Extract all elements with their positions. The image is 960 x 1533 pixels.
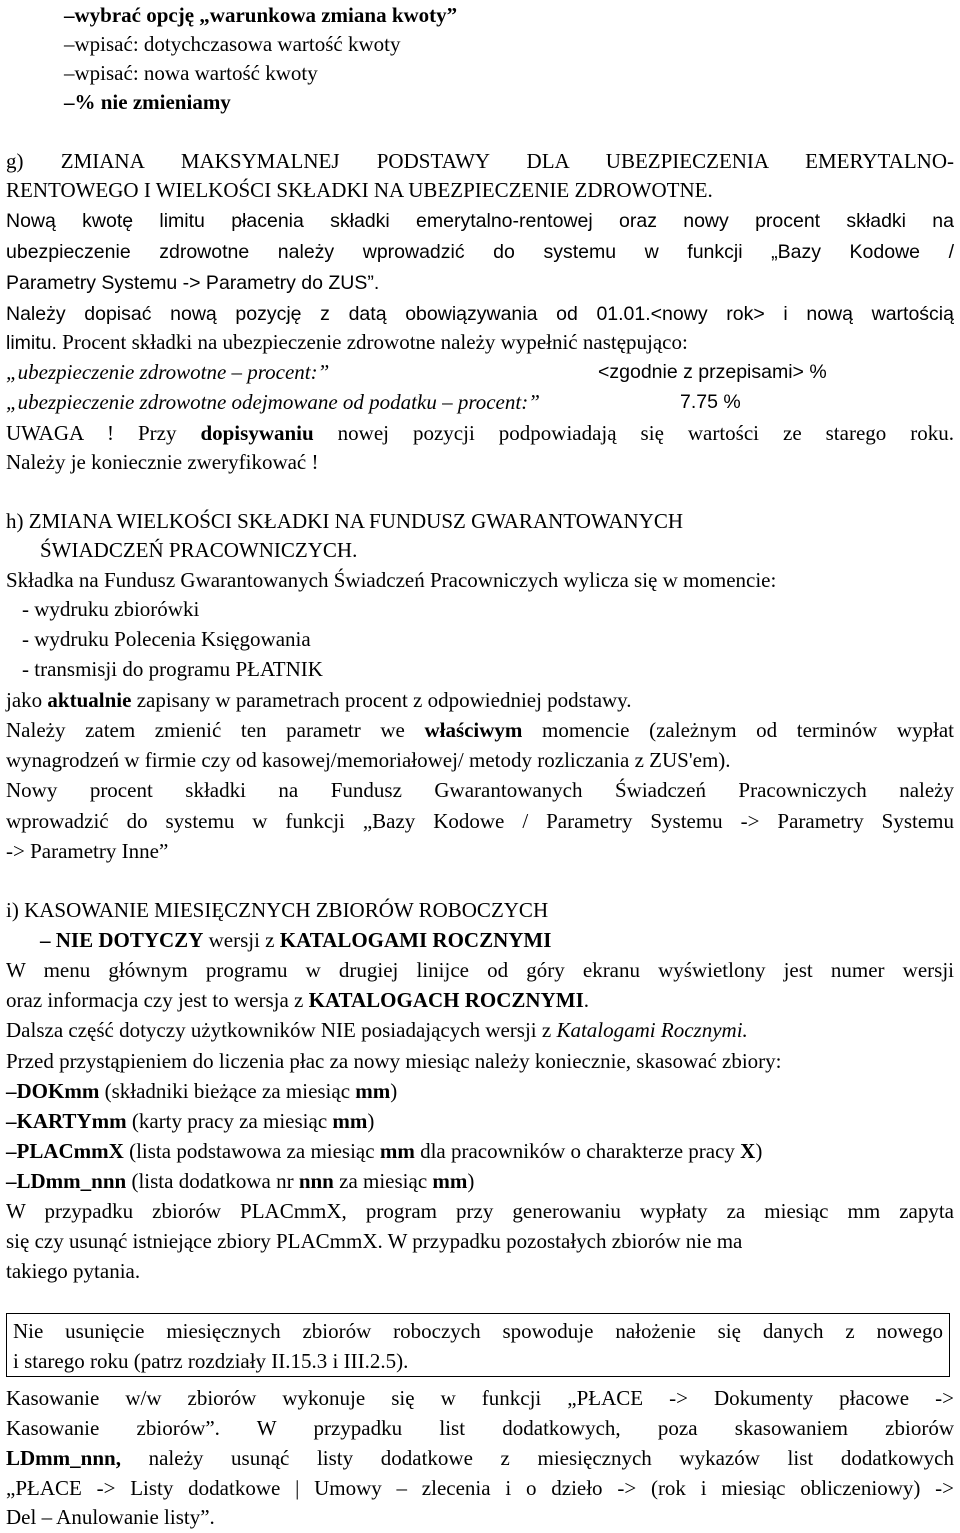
paragraph-line: Przed przystąpieniem do liczenia płac za nowy miesiąc należy koniecznie, skasować zbiory: (6, 1049, 782, 1073)
param-value: 7.75 % (680, 391, 741, 413)
paragraph-line: wprowadzić do systemu w funkcji „Bazy Kodowe / Parametry Systemu -> Parametry Systemu (6, 809, 954, 833)
paragraph-line (6, 1015, 954, 1045)
text-span: Katalogami Rocznymi. (556, 1018, 748, 1042)
text-span: mm (332, 1109, 368, 1133)
text-span: oraz informacja czy jest to wersja z (6, 988, 309, 1012)
paragraph-line: Kasowanie zbiorów”. W przypadku list dodatkowych, poza skasowaniem zbiorów (6, 1416, 954, 1440)
text-span: ) (390, 1079, 398, 1103)
text-span: mm (355, 1079, 391, 1103)
text-span: ) (755, 1139, 763, 1163)
file-name: –KARTYmm (6, 1109, 127, 1133)
list-item (6, 1166, 954, 1196)
text-span: dopisywaniu (200, 421, 314, 445)
file-name: –PLACmmX (6, 1139, 124, 1163)
param-label: „ubezpieczenie zdrowotne – procent:” (6, 360, 330, 384)
text-span: mm (379, 1139, 415, 1163)
paragraph-line: wynagrodzeń w firmie czy od kasowej/memoriałowej/ metody rozliczania z ZUS'em). (6, 748, 731, 772)
paragraph-line: się czy usunąć istniejące zbiory PLACmmX. W przypadku pozostałych zbiorów nie ma (6, 1229, 743, 1253)
text-span: X (740, 1139, 756, 1163)
text-span: . (583, 988, 590, 1012)
paragraph-line (6, 685, 954, 715)
text-span: aktualnie (47, 688, 132, 712)
text-span: Należy zatem zmienić ten parametr we (6, 718, 425, 742)
paragraph-line: Nowy procent składki na Fundusz Gwarantowanych Świadczeń Pracowniczych należy (6, 778, 954, 802)
text-span: mm (432, 1169, 468, 1193)
list-item: –wybrać opcję „warunkowa zmiana kwoty” (64, 3, 458, 27)
paragraph-line: takiego pytania. (6, 1259, 141, 1283)
list-item: –% nie zmieniamy (64, 90, 231, 114)
list-item: –wpisać: nowa wartość kwoty (64, 61, 318, 85)
file-name: –DOKmm (6, 1079, 100, 1103)
text-span: Procent składki na ubezpieczenie zdrowotne należy wypełnić następująco: (56, 330, 688, 354)
paragraph-line: W menu głównym programu w drugiej linijce od góry ekranu wyświetlony jest numer wersji (6, 958, 954, 982)
paragraph-line (6, 715, 954, 745)
text-span: nowej pozycji podpowiadają się wartości ze starego roku. (313, 421, 954, 445)
paragraph-line: -> Parametry Inne” (6, 839, 169, 863)
list-item (6, 1106, 954, 1136)
param-value: <zgodnie z przepisami> % (598, 361, 827, 383)
paragraph-line: Składka na Fundusz Gwarantowanych Świadczeń Pracowniczych wylicza się w momencie: (6, 568, 777, 592)
list-item: - transmisji do programu PŁATNIK (22, 657, 323, 681)
text-span: – NIE DOTYCZY (40, 928, 204, 952)
warning-line (6, 418, 954, 448)
warning-line: Należy je koniecznie zweryfikować ! (6, 450, 319, 474)
paragraph-line: W przypadku zbiorów PLACmmX, program przy generowaniu wypłaty za miesiąc mm zapyta (6, 1199, 954, 1223)
text-span: momencie (zależnym od terminów wypłat (522, 718, 954, 742)
text-span: właściwym (424, 718, 523, 742)
paragraph-line (6, 1443, 954, 1473)
section-i-subheading (40, 925, 954, 955)
paragraph-line: Parametry Systemu -> Parametry do ZUS”. (6, 272, 380, 294)
list-item (6, 1076, 954, 1106)
text-span: UWAGA ! Przy (6, 421, 201, 445)
text-span: jako (6, 688, 48, 712)
section-h-heading-cont: ŚWIADCZEŃ PRACOWNICZYCH. (40, 538, 358, 562)
text-span: ) (467, 1169, 475, 1193)
paragraph-line: ubezpieczenie zdrowotne należy wprowadzić do systemu w funkcji „Bazy Kodowe / (6, 241, 954, 263)
list-item (6, 1136, 954, 1166)
text-span: (składniki bieżące za miesiąc (99, 1079, 356, 1103)
paragraph-line: Należy dopisać nową pozycję z datą obowiązywania od 01.01.<nowy rok> i nową wartością (6, 303, 954, 325)
text-span: limitu. (6, 332, 57, 354)
text-span: KATALOGACH ROCZNYMI (308, 988, 584, 1012)
paragraph-line: Kasowanie w/w zbiorów wykonuje się w funkcji „PŁACE -> Dokumenty płacowe -> (6, 1386, 954, 1410)
section-i-heading: i) KASOWANIE MIESIĘCZNYCH ZBIORÓW ROBOCZYCH (6, 898, 549, 922)
section-g-heading: g) ZMIANA MAKSYMALNEJ PODSTAWY DLA UBEZPIECZENIA EMERYTALNO- (6, 149, 954, 173)
paragraph-line: Nową kwotę limitu płacenia składki emerytalno-rentowej oraz nowy procent składki na (6, 210, 954, 232)
list-item: –wpisać: dotychczasowa wartość kwoty (64, 32, 401, 56)
note-box (6, 1313, 950, 1377)
note-line: Nie usunięcie miesięcznych zbiorów roboczych spowoduje nałożenie się danych z nowego (13, 1319, 943, 1343)
paragraph-line (6, 327, 954, 357)
text-span: dla pracowników o charakterze pracy (414, 1139, 741, 1163)
text-span: (lista dodatkowa nr (126, 1169, 299, 1193)
text-span: zapisany w parametrach procent z odpowiedniej podstawy. (131, 688, 632, 712)
note-line: i starego roku (patrz rozdziały II.15.3 i III.2.5). (13, 1349, 409, 1373)
section-g-heading-cont: RENTOWEGO I WIELKOŚCI SKŁADKI NA UBEZPIECZENIE ZDROWOTNE. (6, 178, 713, 202)
paragraph-line (6, 985, 954, 1015)
param-label: „ubezpieczenie zdrowotne odejmowane od podatku – procent:” (6, 390, 540, 414)
text-span: za miesiąc (333, 1169, 433, 1193)
paragraph-line: Del – Anulowanie listy”. (6, 1505, 215, 1529)
text-span: LDmm_nnn, (6, 1446, 121, 1470)
text-span: (karty pracy za miesiąc (126, 1109, 333, 1133)
text-span: KATALOGAMI ROCZNYMI (279, 928, 552, 952)
text-span: nnn (298, 1169, 334, 1193)
text-span: ) (367, 1109, 375, 1133)
file-name: –LDmm_nnn (6, 1169, 127, 1193)
text-span: Dalsza część dotyczy użytkowników NIE posiadających wersji z (6, 1018, 557, 1042)
list-item: - wydruku Polecenia Księgowania (22, 627, 311, 651)
text-span: należy usunąć listy dodatkowe z miesięcznych wykazów list dodatkowych (120, 1446, 954, 1470)
list-item: - wydruku zbiorówki (22, 597, 200, 621)
section-h-heading: h) ZMIANA WIELKOŚCI SKŁADKI NA FUNDUSZ GWARANTOWANYCH (6, 509, 684, 533)
text-span: (lista podstawowa za miesiąc (123, 1139, 380, 1163)
paragraph-line: „PŁACE -> Listy dodatkowe | Umowy – zlecenia i o dzieło -> (rok i miesiąc obliczeniowy) -> (6, 1476, 954, 1500)
text-span: wersji z (203, 928, 280, 952)
